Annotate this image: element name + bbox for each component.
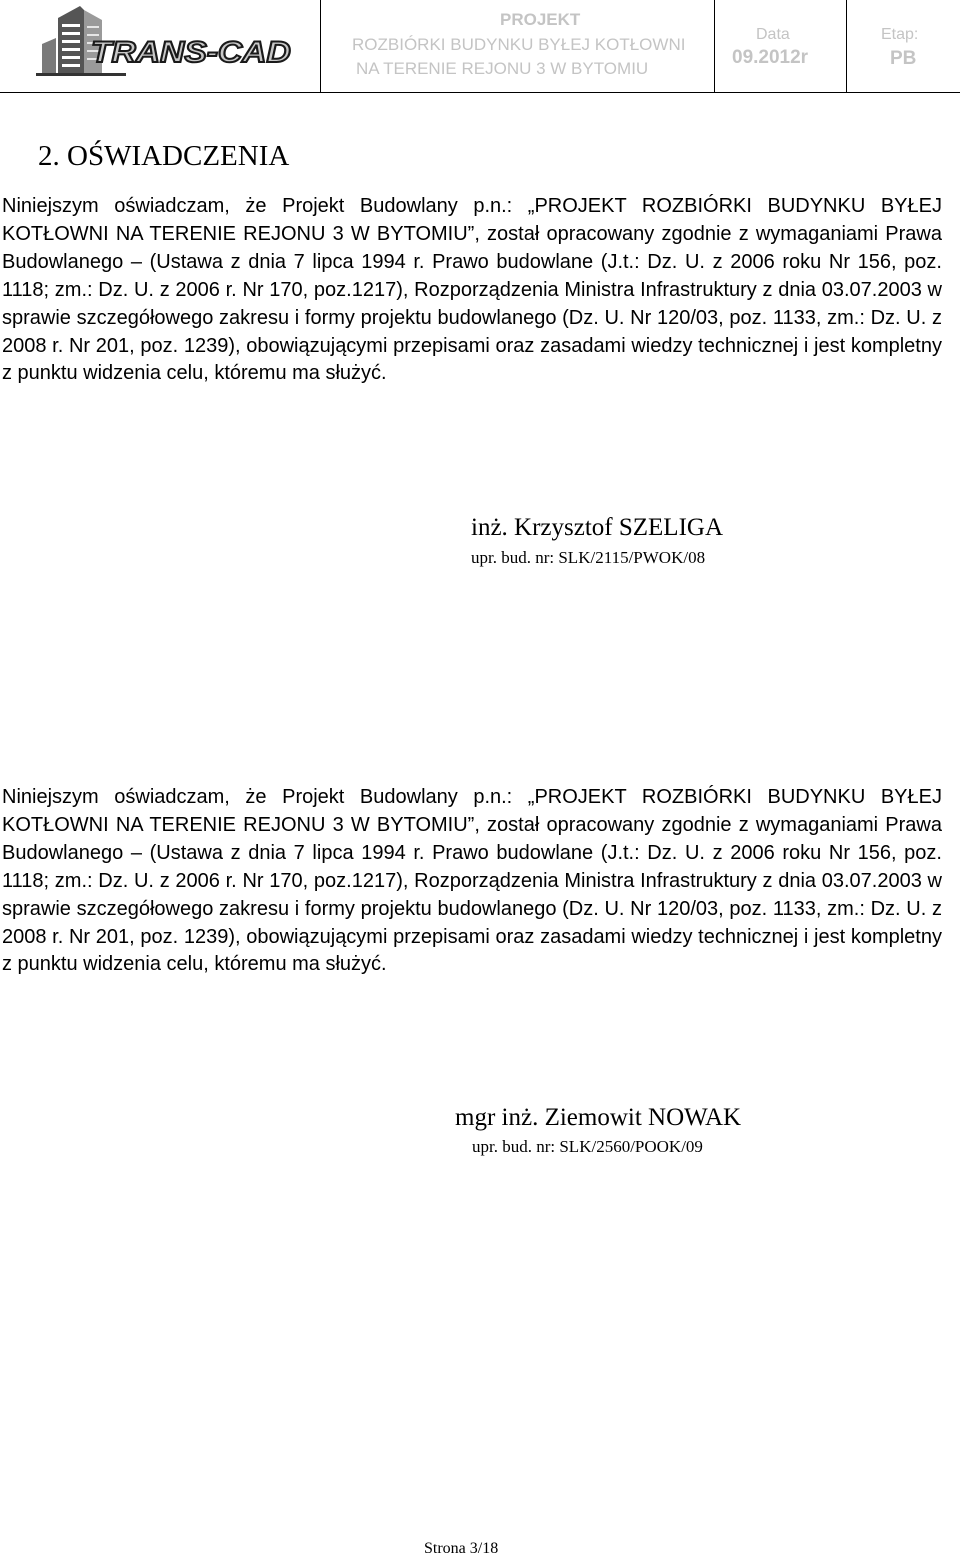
date-value: 09.2012r — [732, 47, 809, 68]
document-header — [0, 0, 960, 93]
company-logo — [36, 4, 308, 76]
signer-name: mgr inż. Ziemowit NOWAK — [455, 1104, 742, 1131]
statement-paragraph: Niniejszym oświadczam, że Projekt Budowlany p.n.: „PROJEKT ROZBIÓRKI BUDYNKU BYŁEJ KOTŁOWNI NA TERENIE REJONU 3 W BYTOMIU”, został opracowany zgodnie z wymaganiami Prawa Budowlanego – (Ustawa z dnia 7 lipca 1994 r. Prawo budowlane (J.t.: Dz. U. z 2006 roku Nr 156, poz. 1118; zm.: Dz. U. z 2006 r. Nr 170, poz.1217), Rozporządzenia Ministra Infrastruktury z dnia 03.07.2003 w sprawie szczegółowego zakresu i formy projektu budowlanego (Dz. U. Nr 120/03, poz. 1133, zm.: Dz. U. z 2008 r. Nr 201, poz. 1239), obowiązującymi przepisami oraz zasadami wiedzy technicznej i jest kompletny z punktu widzenia celu, któremu ma służyć. — [2, 786, 942, 976]
header-divider — [714, 0, 715, 92]
signer-license: upr. bud. nr: SLK/2115/PWOK/08 — [471, 548, 706, 567]
stage-value: PB — [890, 48, 917, 69]
signer-name: inż. Krzysztof SZELIGA — [471, 514, 724, 541]
section-title: 2. OŚWIADCZENIA — [38, 140, 290, 172]
logo-wordmark: TRANS-CAD — [91, 36, 291, 69]
project-name-line1: ROZBIÓRKI BUDYNKU BYŁEJ KOTŁOWNI — [352, 35, 686, 54]
stage-label: Etap: — [881, 26, 919, 43]
statement-paragraph: Niniejszym oświadczam, że Projekt Budowlany p.n.: „PROJEKT ROZBIÓRKI BUDYNKU BYŁEJ KOTŁOWNI NA TERENIE REJONU 3 W BYTOMIU”, został opracowany zgodnie z wymaganiami Prawa Budowlanego – (Ustawa z dnia 7 lipca 1994 r. Prawo budowlane (J.t.: Dz. U. z 2006 roku Nr 156, poz. 1118; zm.: Dz. U. z 2006 r. Nr 170, poz.1217), Rozporządzenia Ministra Infrastruktury z dnia 03.07.2003 w sprawie szczegółowego zakresu i formy projektu budowlanego (Dz. U. Nr 120/03, poz. 1133, zm.: Dz. U. z 2008 r. Nr 201, poz. 1239), obowiązującymi przepisami oraz zasadami wiedzy technicznej i jest kompletny z punktu widzenia celu, któremu ma służyć. — [2, 195, 942, 385]
header-divider — [320, 0, 321, 92]
page-number: Strona 3/18 — [424, 1540, 499, 1557]
project-title: PROJEKT — [500, 10, 581, 29]
signer-license: upr. bud. nr: SLK/2560/POOK/09 — [472, 1137, 703, 1156]
date-label: Data — [756, 26, 790, 43]
header-divider — [846, 0, 847, 92]
project-name-line2: NA TERENIE REJONU 3 W BYTOMIU — [356, 59, 649, 78]
